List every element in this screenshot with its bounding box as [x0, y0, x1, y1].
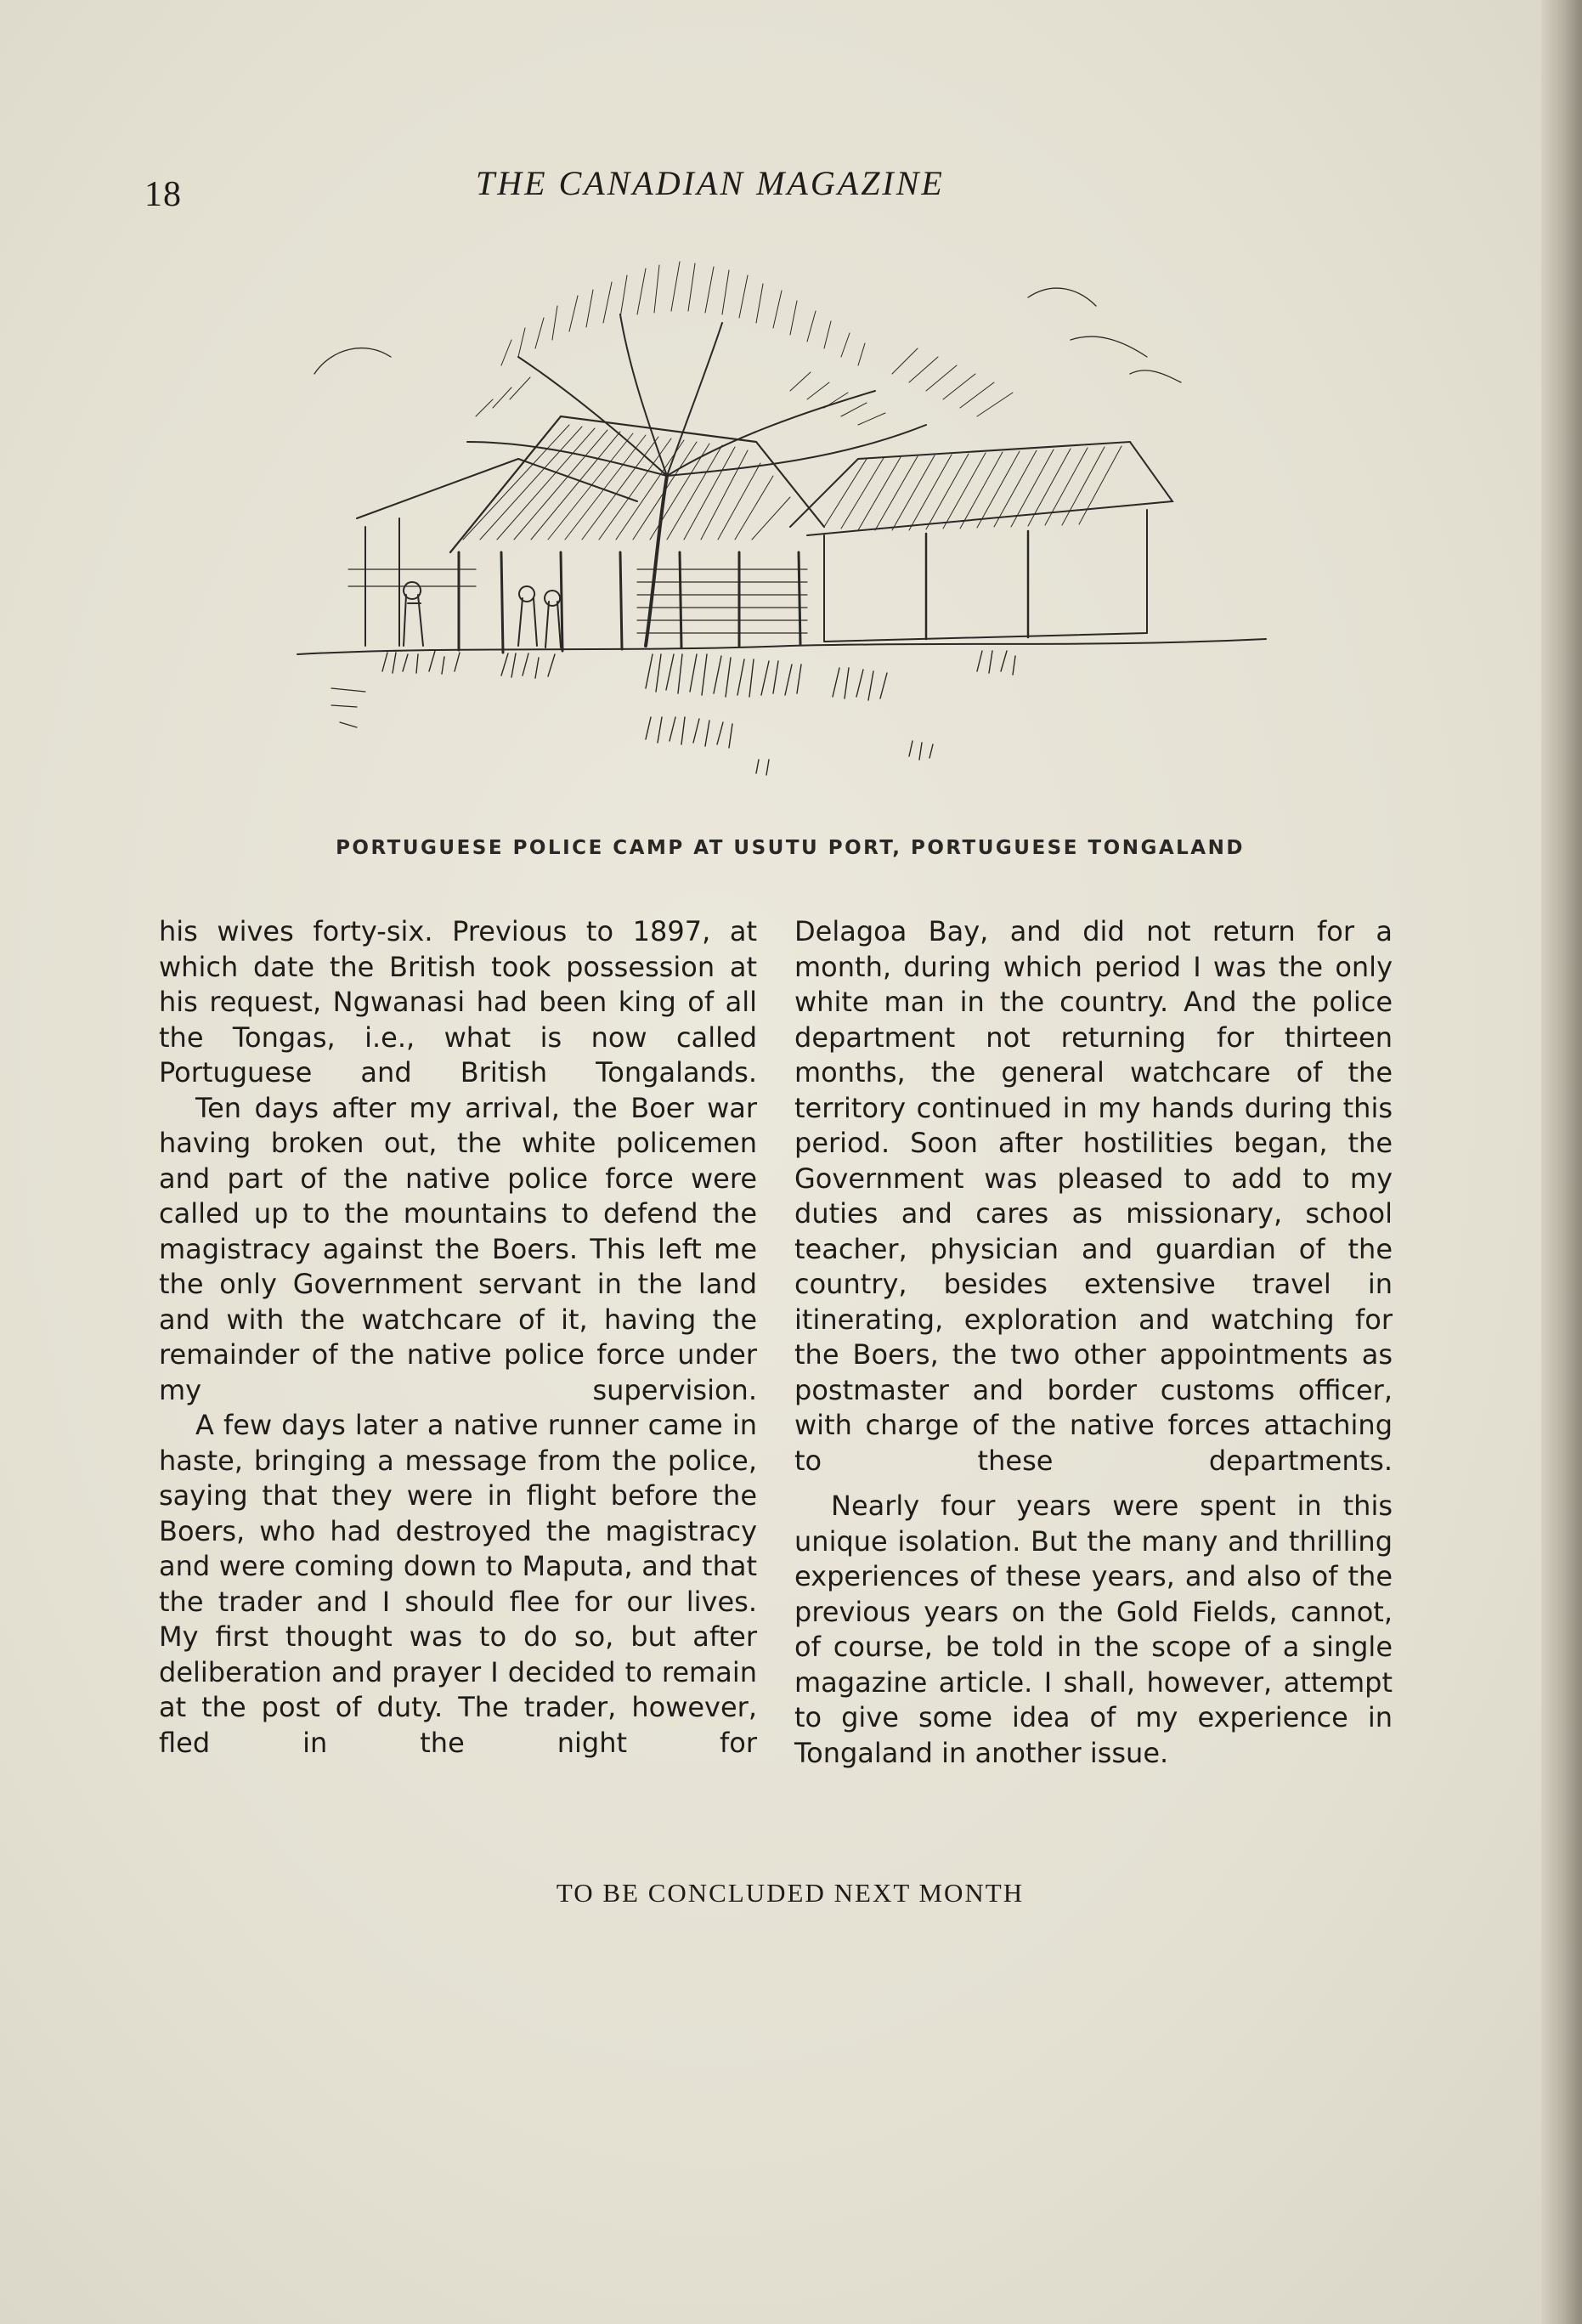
- police-camp-illustration: [280, 246, 1283, 816]
- figure-caption: PORTUGUESE POLICE CAMP AT USUTU PORT, PORTUGUESE TONGALAND: [336, 837, 1245, 859]
- text-column-left: [159, 914, 757, 1761]
- page-spine-shadow: [1541, 0, 1582, 2324]
- text-column-right: [794, 914, 1393, 1771]
- paragraph: his wives forty-six. Previous to 1897, at which date the British took possession at his request, Ngwanasi had been king of all the Tongas, i.e., what is now called Portuguese and British Tongalands.: [159, 915, 757, 1088]
- paragraph: Delagoa Bay, and did not return for a month, during which period I was the only white man in the country. And the police department not returning for thirteen months, the general watchcare of the territory continued in my hands during this period. Soon after hostilities began, the Government was pleased to add to my duties and cares as missionary, school teacher, physician and guardian of the country, besides extensive travel in itinerating, exploration and watching for the Boers, the two other appointments as postmaster and border customs officer, with charge of the native forces attaching to these departments.: [794, 915, 1393, 1477]
- paragraph: A few days later a native runner came in haste, bringing a message from the police, saying that they were in flight before the Boers, who had destroyed the magistracy and were coming down to Maputa, and that the trader and I should flee for our lives. My first thought was to do so, but after deliberation and prayer I decided to remain at the post of duty. The trader, however, fled in the night for: [159, 1409, 757, 1759]
- paragraph: Nearly four years were spent in this unique isolation. But the many and thrilling experiences of these years, and also of the previous years on the Gold Fields, cannot, of course, be told in the scope of a single magazine article. I shall, however, attempt to give some idea of my experience in Tongaland in another issue.: [794, 1490, 1393, 1769]
- page-number: 18: [144, 175, 182, 214]
- paragraph: Ten days after my arrival, the Boer war having broken out, the white policemen and part of the native police force were called up to the mountains to defend the magistracy against the Boers. This left me the only Government servant in the land and with the watchcare of it, having the remainder of the native police force under my supervision.: [159, 1091, 757, 1406]
- continuation-note: TO BE CONCLUDED NEXT MONTH: [556, 1878, 1025, 1908]
- running-head-title: THE CANADIAN MAGAZINE: [476, 164, 945, 202]
